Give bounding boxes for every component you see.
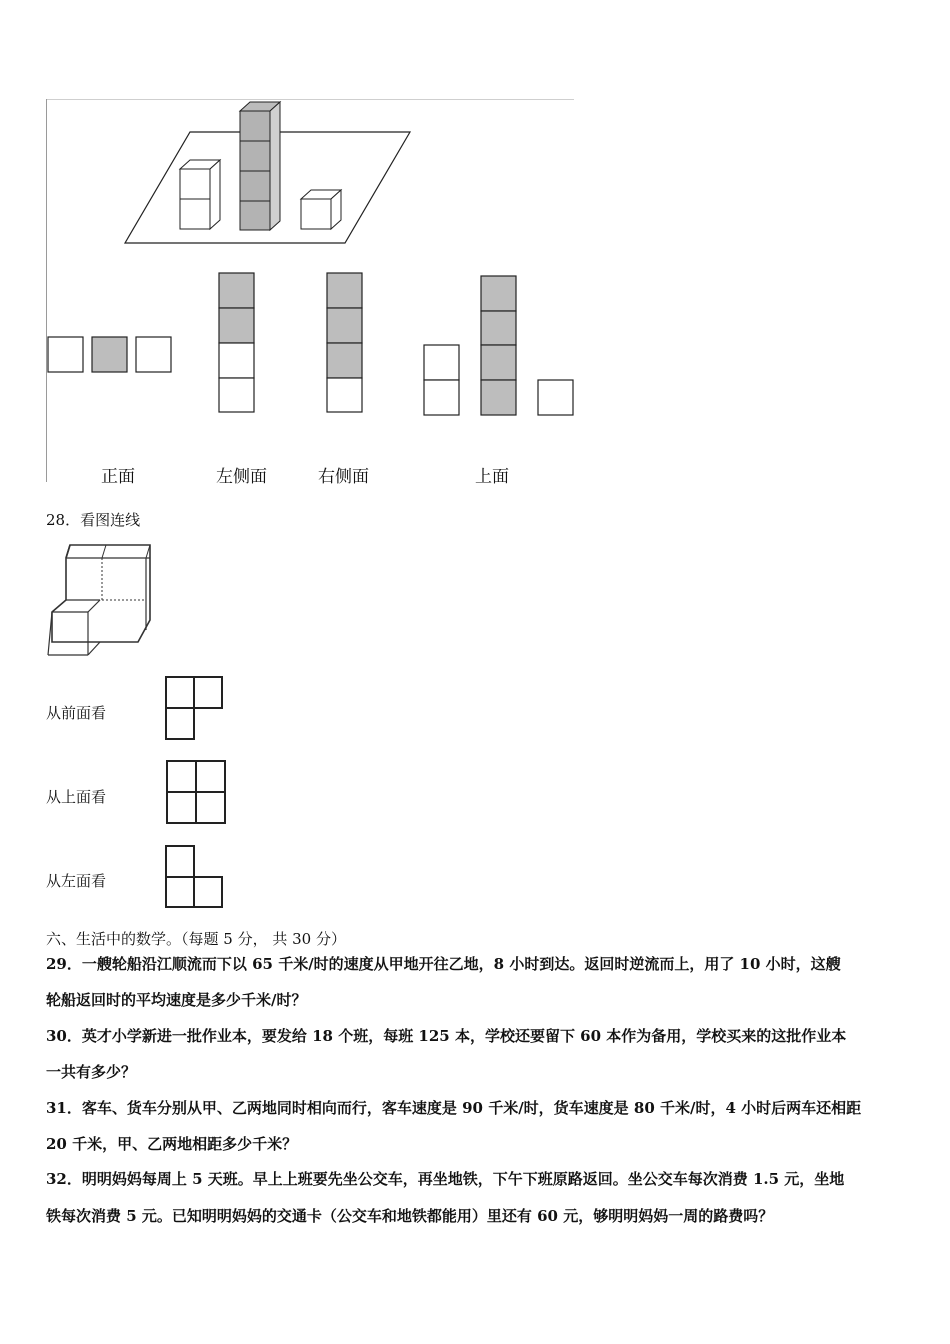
q32-line2: 铁每次消费 5 元。已知明明妈妈的交通卡（公交车和地铁都能用）里还有 60 元，够明明妈妈一周的路费吗？ (46, 1207, 774, 1225)
label-left-side-view: 左侧面 (216, 467, 267, 487)
label-front-view: 正面 (101, 467, 135, 487)
q32-line1: 32．明明妈妈每周上 5 天班。早上上班要先坐公交车，再坐地铁，下午下班原路返回。坐公交车每次消费 1.5 元，坐地 (46, 1170, 845, 1188)
label-top-view: 上面 (475, 467, 509, 487)
cube-stack-four-gray (240, 102, 280, 230)
left-side-view (219, 273, 254, 412)
q29-line2: 轮船返回时的平均速度是多少千米/时？ (46, 991, 307, 1009)
front-view (48, 337, 171, 372)
label-from-top: 从上面看 (46, 788, 107, 806)
q31-line1: 31．客车、货车分别从甲、乙两地同时相向而行，客车速度是 90 千米/时，货车速度是 80 千米/时，4 小时后两车还相距 (46, 1099, 862, 1117)
label-from-front: 从前面看 (46, 704, 107, 722)
shape-front (166, 677, 222, 739)
right-side-view (327, 273, 362, 412)
composite-solid-3d (48, 545, 150, 655)
q30-line1: 30．英才小学新进一批作业本，要发给 18 个班，每班 125 本，学校还要留下 60 本作为备用，学校买来的这批作业本 (46, 1027, 847, 1045)
cube-single-white (301, 190, 341, 229)
top-view (424, 276, 573, 415)
label-right-side-view: 右侧面 (318, 467, 369, 487)
cube-stack-two-white (180, 160, 220, 229)
q31-line2: 20 千米，甲、乙两地相距多少千米？ (46, 1135, 298, 1153)
q29-line1: 29．一艘轮船沿江顺流而下以 65 千米/时的速度从甲地开往乙地，8 小时到达。返回时逆流而上，用了 10 小时，这艘 (46, 955, 841, 973)
shape-top (167, 761, 225, 823)
label-from-left: 从左面看 (46, 872, 107, 890)
q30-line2: 一共有多少？ (46, 1063, 137, 1081)
section-heading: 六、生活中的数学。（每题 5 分， 共 30 分） (46, 930, 346, 948)
q28-title: 28．看图连线 (46, 511, 141, 529)
shape-left (166, 846, 222, 907)
